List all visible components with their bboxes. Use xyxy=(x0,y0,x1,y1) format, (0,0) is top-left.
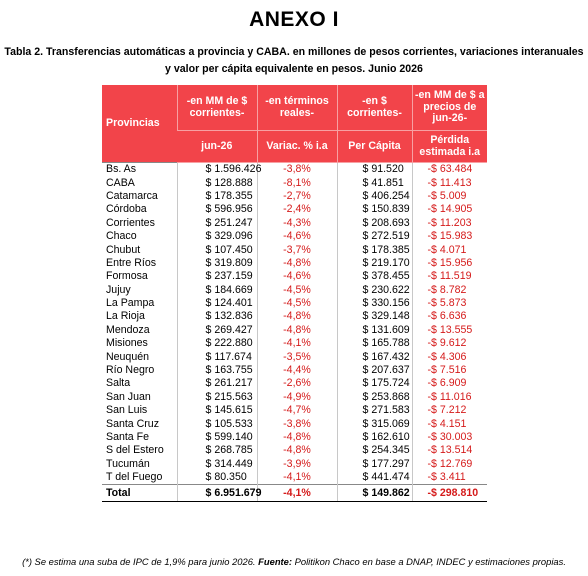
province-name-cell: Santa Cruz xyxy=(102,417,177,430)
estimated-loss-cell: -$ 9.612 xyxy=(427,337,467,350)
footnote-source-label: Fuente: xyxy=(258,556,293,567)
estimated-loss-cell: -$ 7.516 xyxy=(427,364,467,377)
province-name-cell: Santa Fe xyxy=(102,431,177,444)
estimated-loss-cell: -$ 11.413 xyxy=(427,176,472,189)
transfer-mm-cell: $ 117.674 xyxy=(177,350,257,363)
total-row xyxy=(102,485,487,502)
transfer-mm-cell: $ 184.669 xyxy=(177,284,257,297)
province-name-cell: Río Negro xyxy=(102,364,177,377)
estimated-loss-cell: -$ 15.983 xyxy=(427,230,473,243)
per-capita-cell: $ 406.254 xyxy=(337,190,412,203)
transfer-mm-cell: $ 596.956 xyxy=(177,203,257,216)
estimated-loss-cell: -$ 13.555 xyxy=(427,323,473,336)
estimated-loss-cell: -$ 5.873 xyxy=(427,297,467,310)
transfer-mm-cell: $ 268.785 xyxy=(177,444,257,457)
header-mm-corrientes: -en MM de $ corrientes- xyxy=(177,85,257,131)
estimated-loss-cell: -$ 30.003 xyxy=(427,431,473,443)
province-name-cell: Formosa xyxy=(102,270,177,283)
per-capita-cell: $ 378.455 xyxy=(337,270,412,283)
estimated-loss-cell: -$ 14.905 xyxy=(427,203,473,216)
province-name-cell: Neuquén xyxy=(102,350,177,363)
province-name-cell: Chubut xyxy=(102,243,177,256)
real-variation-cell: -4,6% xyxy=(257,230,337,243)
transfer-mm-cell: $ 132.836 xyxy=(177,310,257,323)
transfer-mm-cell: $ 314.449 xyxy=(177,458,257,471)
transfer-mm-cell: $ 124.401 xyxy=(177,297,257,310)
transfer-mm-cell: $ 261.217 xyxy=(177,377,257,390)
estimated-loss-cell: -$ 63.484 xyxy=(412,163,487,177)
transfer-mm-cell: $ 215.563 xyxy=(177,391,257,404)
real-variation-cell: -4,3% xyxy=(257,217,337,230)
total-per-capita: $ 149.862 xyxy=(337,485,412,502)
estimated-loss-cell: -$ 11.203 xyxy=(427,216,472,229)
table-row xyxy=(102,176,487,189)
table-row xyxy=(102,417,487,430)
table-row xyxy=(102,243,487,256)
page-title: ANEXO I xyxy=(249,8,339,31)
transfer-mm-cell: $ 80.350 xyxy=(177,471,257,485)
transfer-mm-cell: $ 128.888 xyxy=(177,176,257,189)
province-name-cell: Corrientes xyxy=(102,217,177,230)
table-row xyxy=(102,404,487,417)
header-perdida: Pérdida estimada i.a xyxy=(412,131,487,163)
real-variation-cell: -3,5% xyxy=(257,350,337,363)
total-mm: $ 6.951.679 xyxy=(177,485,257,502)
transfer-mm-cell: $ 237.159 xyxy=(177,270,257,283)
per-capita-cell: $ 230.622 xyxy=(337,284,412,297)
estimated-loss-cell: -$ 4.151 xyxy=(427,417,467,430)
transfer-mm-cell: $ 222.880 xyxy=(177,337,257,350)
header-terminos-reales: -en términos reales- xyxy=(257,85,337,131)
estimated-loss-cell: -$ 15.956 xyxy=(427,256,473,269)
per-capita-cell: $ 272.519 xyxy=(337,230,412,243)
table-row xyxy=(102,471,487,485)
table-row xyxy=(102,163,487,177)
province-name-cell: Jujuy xyxy=(102,284,177,297)
per-capita-cell: $ 41.851 xyxy=(337,176,412,189)
per-capita-cell: $ 178.385 xyxy=(337,243,412,256)
transfer-mm-cell: $ 163.755 xyxy=(177,364,257,377)
real-variation-cell: -4,1% xyxy=(257,337,337,350)
per-capita-cell: $ 329.148 xyxy=(337,310,412,323)
table-row xyxy=(102,431,487,444)
table-row xyxy=(102,284,487,297)
table-row xyxy=(102,324,487,337)
per-capita-cell: $ 207.637 xyxy=(337,364,412,377)
table-row xyxy=(102,337,487,350)
province-name-cell: La Pampa xyxy=(102,297,177,310)
province-name-cell: Catamarca xyxy=(102,190,177,203)
per-capita-cell: $ 441.474 xyxy=(337,471,412,485)
real-variation-cell: -4,8% xyxy=(257,431,337,444)
table-row xyxy=(102,257,487,270)
header-per-capita: Per Cápita xyxy=(337,131,412,163)
real-variation-cell: -8,1% xyxy=(257,176,337,189)
table-row xyxy=(102,203,487,216)
transfer-mm-cell: $ 178.355 xyxy=(177,190,257,203)
estimated-loss-cell: -$ 7.212 xyxy=(427,404,467,417)
per-capita-cell: $ 165.788 xyxy=(337,337,412,350)
total-label: Total xyxy=(102,485,177,502)
per-capita-cell: $ 253.868 xyxy=(337,391,412,404)
table-row xyxy=(102,377,487,390)
transfers-table xyxy=(102,85,487,502)
estimated-loss-cell: -$ 4.071 xyxy=(427,243,467,256)
estimated-loss-cell: -$ 3.411 xyxy=(427,471,466,484)
province-name-cell: Bs. As xyxy=(102,163,177,177)
per-capita-cell: $ 254.345 xyxy=(337,444,412,457)
footnote xyxy=(0,556,588,567)
table-row xyxy=(102,444,487,457)
table-row xyxy=(102,190,487,203)
transfer-mm-cell: $ 269.427 xyxy=(177,324,257,337)
real-variation-cell: -3,7% xyxy=(257,243,337,256)
per-capita-cell: $ 177.297 xyxy=(337,458,412,471)
estimated-loss-cell: -$ 4.306 xyxy=(427,350,467,363)
real-variation-cell: -4,8% xyxy=(257,324,337,337)
per-capita-cell: $ 315.069 xyxy=(337,417,412,430)
per-capita-cell: $ 131.609 xyxy=(337,324,412,337)
transfer-mm-cell: $ 599.140 xyxy=(177,431,257,444)
province-name-cell: Chaco xyxy=(102,230,177,243)
per-capita-cell: $ 162.610 xyxy=(337,431,412,444)
table-row xyxy=(102,270,487,283)
real-variation-cell: -4,8% xyxy=(257,444,337,457)
table-row xyxy=(102,458,487,471)
province-name-cell: S del Estero xyxy=(102,444,177,457)
per-capita-cell: $ 91.520 xyxy=(337,163,412,177)
real-variation-cell: -3,8% xyxy=(257,163,337,177)
footnote-source: Politikon Chaco en base a DNAP, INDEC y estimaciones propias. xyxy=(292,556,566,567)
real-variation-cell: -4,5% xyxy=(257,297,337,310)
transfer-mm-cell: $ 329.096 xyxy=(177,230,257,243)
table-row xyxy=(102,217,487,230)
real-variation-cell: -2,4% xyxy=(257,203,337,216)
footnote-text: (*) Se estima una suba de IPC de 1,9% para junio 2026. xyxy=(22,556,259,567)
estimated-loss-cell: -$ 11.519 xyxy=(427,270,472,283)
header-row-1 xyxy=(102,85,487,131)
real-variation-cell: -2,6% xyxy=(257,377,337,390)
estimated-loss-cell: -$ 6.636 xyxy=(427,310,467,323)
transfer-mm-cell: $ 105.533 xyxy=(177,417,257,430)
header-pesos-corrientes: -en $ corrientes- xyxy=(337,85,412,131)
real-variation-cell: -4,8% xyxy=(257,257,337,270)
per-capita-cell: $ 150.839 xyxy=(337,203,412,216)
per-capita-cell: $ 219.170 xyxy=(337,257,412,270)
real-variation-cell: -3,9% xyxy=(257,458,337,471)
real-variation-cell: -4,4% xyxy=(257,364,337,377)
province-name-cell: Córdoba xyxy=(102,203,177,216)
table-row xyxy=(102,310,487,323)
table-body xyxy=(102,163,487,485)
table-row xyxy=(102,350,487,363)
per-capita-cell: $ 208.693 xyxy=(337,217,412,230)
estimated-loss-cell: -$ 5.009 xyxy=(427,189,467,202)
header-precios-jun26: -en MM de $ a precios de jun-26- xyxy=(412,85,487,131)
table-row xyxy=(102,230,487,243)
per-capita-cell: $ 175.724 xyxy=(337,377,412,390)
province-name-cell: T del Fuego xyxy=(102,471,177,485)
province-name-cell: CABA xyxy=(102,176,177,189)
transfer-mm-cell: $ 1.596.426 xyxy=(177,163,257,177)
per-capita-cell: $ 167.432 xyxy=(337,350,412,363)
province-name-cell: Mendoza xyxy=(102,324,177,337)
province-name-cell: San Luis xyxy=(102,404,177,417)
table-row xyxy=(102,297,487,310)
real-variation-cell: -3,8% xyxy=(257,417,337,430)
province-name-cell: Misiones xyxy=(102,337,177,350)
estimated-loss-cell: -$ 8.782 xyxy=(427,283,467,296)
province-name-cell: Entre Ríos xyxy=(102,257,177,270)
real-variation-cell: -4,9% xyxy=(257,391,337,404)
per-capita-cell: $ 271.583 xyxy=(337,404,412,417)
header-provincias: Provincias xyxy=(102,85,177,163)
total-perdida: -$ 298.810 xyxy=(412,485,487,502)
header-jun26: jun-26 xyxy=(177,131,257,163)
table-row xyxy=(102,364,487,377)
province-name-cell: Salta xyxy=(102,377,177,390)
real-variation-cell: -4,1% xyxy=(257,471,337,485)
real-variation-cell: -4,6% xyxy=(257,270,337,283)
per-capita-cell: $ 330.156 xyxy=(337,297,412,310)
estimated-loss-cell: -$ 13.514 xyxy=(427,444,473,457)
total-variacion: -4,1% xyxy=(257,485,337,502)
transfer-mm-cell: $ 319.809 xyxy=(177,257,257,270)
transfer-mm-cell: $ 251.247 xyxy=(177,217,257,230)
province-name-cell: La Rioja xyxy=(102,310,177,323)
real-variation-cell: -4,7% xyxy=(257,404,337,417)
real-variation-cell: -4,8% xyxy=(257,310,337,323)
real-variation-cell: -2,7% xyxy=(257,190,337,203)
transfer-mm-cell: $ 107.450 xyxy=(177,243,257,256)
table-caption: Tabla 2. Transferencias automáticas a provincia y CABA. en millones de pesos corrientes, variaciones interanuales y valor per cápita equivalente en pesos. Junio 2026 xyxy=(4,46,584,75)
header-variacion: Variac. % i.a xyxy=(257,131,337,163)
province-name-cell: Tucumán xyxy=(102,458,177,471)
province-name-cell: San Juan xyxy=(102,391,177,404)
transfer-mm-cell: $ 145.615 xyxy=(177,404,257,417)
estimated-loss-cell: -$ 11.016 xyxy=(427,390,472,403)
estimated-loss-cell: -$ 12.769 xyxy=(427,457,473,470)
table-row xyxy=(102,391,487,404)
real-variation-cell: -4,5% xyxy=(257,284,337,297)
estimated-loss-cell: -$ 6.909 xyxy=(427,377,467,390)
